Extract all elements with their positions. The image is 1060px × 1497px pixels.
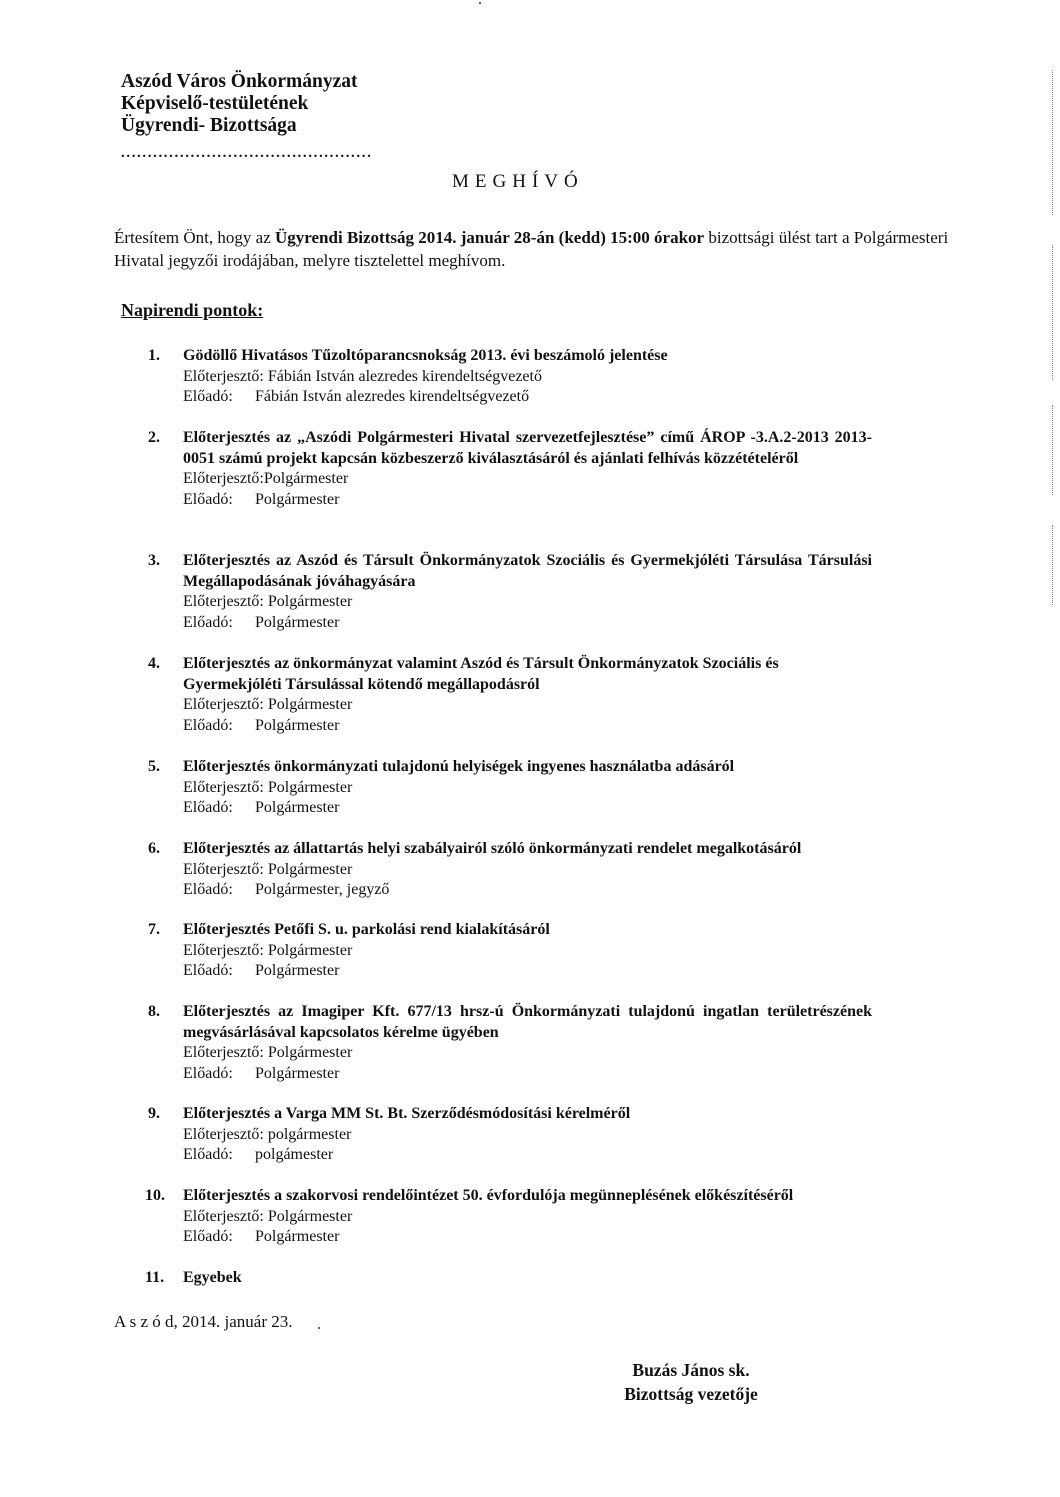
agenda-item-speaker (183, 1064, 872, 1085)
agenda-item-presenter (183, 860, 872, 881)
agenda-item (148, 920, 872, 982)
agenda-item-title: Előterjesztés az „Aszódi Polgármesteri Hivatal szervezetfejlesztése” című ÁROP -3.A.2-2013 2013-0051 számú projekt kapcsán közbeszerző kiválasztásáról és ajánlati felhívás közzétételéről (183, 429, 872, 467)
presenter-label: Előterjesztő: (183, 593, 264, 610)
presenter-value: Polgármester (267, 593, 353, 610)
agenda-item-title: Előterjesztés az állattartás helyi szabályairól szóló önkormányzati rendelet megalkotásáról (183, 840, 802, 857)
signature-block (602, 1358, 780, 1406)
intro-text-2: bizottsági ülést tart a Polgármesteri Hivatal jegyzői irodájában, melyre tisztelettel meghívom. (114, 228, 949, 270)
presenter-label: Előterjesztő: (183, 367, 264, 385)
scan-speck (479, 2, 481, 4)
agenda-item-presenter (183, 469, 872, 490)
agenda-item-number: 11. (145, 1269, 165, 1286)
speaker-value: Polgármester (255, 613, 340, 631)
presenter-label: Előterjesztő: (183, 941, 264, 959)
issuer-line-3: Ügyrendi- Bizottsága (121, 115, 297, 136)
presenter-label: Előterjesztő: (183, 470, 264, 487)
presenter-value: Polgármester (267, 941, 353, 959)
speaker-label: Előadó: (183, 1146, 233, 1163)
speaker-label: Előadó: (183, 962, 233, 979)
scan-artifact-line (1052, 405, 1054, 495)
agenda-item-presenter (183, 592, 872, 613)
agenda-item-number: 5. (148, 758, 160, 775)
speaker-label: Előadó: (183, 490, 233, 508)
agenda-item (148, 551, 872, 633)
agenda-item-title: Előterjesztés a Varga MM St. Bt. Szerződésmódosítási kérelméről (183, 1105, 631, 1122)
scan-speck (318, 1327, 320, 1329)
presenter-value: Polgármester (267, 778, 353, 796)
presenter-value: Polgármester (267, 696, 353, 713)
agenda-item-number: 7. (148, 921, 160, 938)
place-date: A s z ó d, 2014. január 23. (114, 1312, 293, 1331)
agenda-item-speaker (183, 798, 872, 819)
agenda-item (148, 839, 872, 901)
speaker-label: Előadó: (183, 799, 233, 816)
agenda-item (145, 1186, 872, 1248)
presenter-label: Előterjesztő: (183, 860, 264, 878)
speaker-value: Fábián István alezredes kirendeltségvezető (255, 388, 530, 405)
agenda-heading: Napirendi pontok: (121, 300, 264, 320)
speaker-label: Előadó: (183, 1228, 233, 1245)
agenda-item (148, 757, 872, 819)
issuer-line-1: Aszód Város Önkormányzat (121, 71, 358, 92)
signatory-role: Bizottság vezetője (624, 1384, 758, 1404)
speaker-value: Polgármester (255, 799, 340, 816)
speaker-label: Előadó: (183, 881, 233, 898)
presenter-label: Előterjesztő: (183, 778, 264, 796)
agenda-item-number: 3. (148, 552, 160, 569)
scan-artifact-line (1052, 245, 1054, 380)
presenter-label: Előterjesztő: (183, 1207, 264, 1225)
agenda-item-speaker (183, 387, 872, 408)
agenda-item-title: Előterjesztés a szakorvosi rendelőintézet 50. évfordulója megünneplésének előkészítéséről (183, 1187, 794, 1204)
agenda-item-presenter (183, 941, 872, 962)
speaker-value: Polgármester (255, 1228, 340, 1245)
agenda-item-speaker (183, 716, 872, 737)
intro-meeting-details: Ügyrendi Bizottság 2014. január 28-án (kedd) 15:00 órakor (275, 228, 705, 247)
speaker-label: Előadó: (183, 388, 233, 405)
agenda-item-speaker (183, 961, 872, 982)
agenda-item-title: Előterjesztés az Imagiper Kft. 677/13 hrsz-ú Önkormányzati tulajdonú ingatlan területrészének megvásárlásával kapcsolatos kérelme ügyében (183, 1003, 872, 1041)
scan-artifact-line (1052, 70, 1054, 215)
agenda-item (148, 428, 872, 510)
agenda-item-number: 10. (145, 1187, 165, 1204)
speaker-value: Polgármester (255, 716, 340, 734)
agenda-item-speaker (183, 1227, 872, 1248)
speaker-value: Polgármester, jegyző (255, 881, 390, 898)
presenter-value: Polgármester (267, 1044, 353, 1061)
issuer-line-2: Képviselő-testületének (121, 93, 309, 114)
agenda-item-number: 4. (148, 655, 160, 672)
agenda-item-speaker (183, 490, 872, 511)
intro-paragraph (114, 226, 954, 272)
agenda-item-speaker (183, 613, 872, 634)
intro-text-1: Értesítem Önt, hogy az (114, 228, 275, 247)
speaker-label: Előadó: (183, 1064, 233, 1082)
agenda-item-speaker (183, 880, 872, 901)
agenda-item-number: 6. (148, 840, 160, 857)
agenda-item-presenter (183, 778, 872, 799)
agenda-item-presenter (183, 1125, 872, 1146)
signatory-name: Buzás János sk. (632, 1360, 750, 1380)
agenda-item-number: 2. (148, 429, 160, 446)
issuer-header (121, 71, 358, 137)
presenter-label: Előterjesztő: (183, 1044, 264, 1061)
agenda-item (148, 654, 872, 736)
agenda-item-title: Gödöllő Hivatásos Tűzoltóparancsnokság 2013. évi beszámoló jelentése (183, 347, 668, 364)
presenter-value: Polgármester (267, 1207, 353, 1225)
presenter-value: Polgármester (267, 860, 353, 878)
agenda-item-title: Előterjesztés Petőfi S. u. parkolási rend kialakításáról (183, 921, 550, 938)
agenda-item-speaker (183, 1145, 872, 1166)
speaker-value: Polgármester (255, 490, 340, 508)
presenter-value: Polgármester (263, 470, 349, 487)
agenda-item-title: Előterjesztés önkormányzati tulajdonú helyiségek ingyenes használatba adásáról (183, 758, 735, 775)
presenter-value: polgármester (267, 1125, 352, 1143)
agenda-item-title: Előterjesztés az Aszód és Társult Önkormányzatok Szociális és Gyermekjóléti Társulása Társulási Megállapodásának jóváhagyására (183, 552, 872, 590)
agenda-item-presenter (183, 367, 872, 388)
speaker-value: polgámester (255, 1146, 334, 1163)
document-title: MEGHÍVÓ (452, 171, 584, 192)
speaker-label: Előadó: (183, 716, 233, 734)
presenter-value: Fábián István alezredes kirendeltségvezető (267, 367, 542, 385)
presenter-label: Előterjesztő: (183, 1125, 264, 1143)
agenda-item-title: Egyebek (183, 1269, 242, 1286)
agenda-item-number: 1. (148, 347, 160, 364)
agenda-item (148, 1002, 872, 1084)
speaker-value: Polgármester (255, 962, 340, 979)
agenda-item (148, 346, 872, 408)
dotted-separator: ............................................... (121, 145, 373, 161)
agenda-item (145, 1268, 872, 1289)
agenda-item-presenter (183, 695, 872, 716)
agenda-item-number: 9. (148, 1105, 160, 1122)
speaker-label: Előadó: (183, 613, 233, 631)
agenda-item-presenter (183, 1207, 872, 1228)
agenda-item-number: 8. (148, 1003, 160, 1020)
agenda-item-presenter (183, 1043, 872, 1064)
speaker-value: Polgármester (255, 1064, 340, 1082)
presenter-label: Előterjesztő: (183, 696, 264, 713)
agenda-item-title: Előterjesztés az önkormányzat valamint Aszód és Társult Önkormányzatok Szociális és Gyermekjóléti Társulással kötendő megállapodásról (183, 655, 779, 693)
scan-artifact-line (1052, 525, 1054, 605)
agenda-item (148, 1104, 872, 1166)
